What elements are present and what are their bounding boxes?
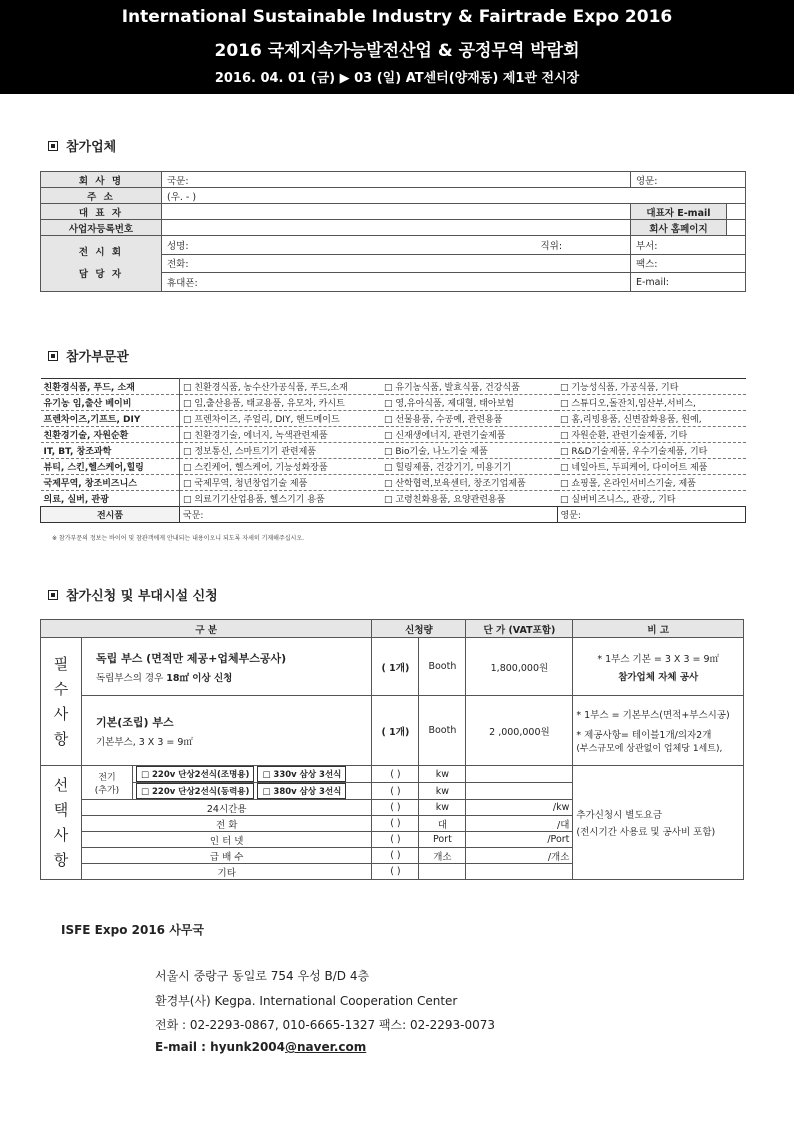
- elec2-price: [466, 783, 573, 800]
- booth1-qty[interactable]: ( 1개): [372, 638, 419, 696]
- internet-qty[interactable]: ( ): [372, 832, 419, 848]
- elec1-price: [466, 766, 573, 783]
- ceo-label: 대 표 자: [41, 204, 162, 220]
- category-option[interactable]: □ 영,유아식품, 제대혈, 태아보험: [381, 395, 557, 411]
- exhibit-label: 전시품: [41, 507, 180, 523]
- category-option[interactable]: □ 신재생에너지, 관련기술제품: [381, 427, 557, 443]
- category-name: 유기농 임,출산 베이비: [41, 395, 180, 411]
- required-label: 필 수 사 항: [41, 638, 82, 766]
- contact-fax-field[interactable]: 팩스:: [630, 254, 745, 273]
- business-number-field[interactable]: [162, 220, 631, 236]
- category-row: [41, 443, 746, 459]
- water-unit: 개소: [419, 848, 466, 864]
- category-name: 친환경기술, 자원순환: [41, 427, 180, 443]
- business-number-label: 사업자등록번호: [41, 220, 162, 236]
- category-name: 의료, 실버, 관광: [41, 491, 180, 507]
- category-name: 뷰티, 스킨,헬스케어,힐링: [41, 459, 180, 475]
- optional-label: 선 택 사 항: [41, 766, 82, 880]
- category-row: [41, 395, 746, 411]
- category-option[interactable]: □ 산학협력,보육센터, 창조기업제품: [381, 475, 557, 491]
- address-label: 주 소: [41, 188, 162, 204]
- contact-person-label: 전 시 회 담 당 자: [41, 236, 162, 292]
- ceo-email-label: 대표자 E-mail: [630, 204, 726, 220]
- electricity-options-2[interactable]: □ 220v 단상2선식(동력용) □ 380v 삼상 3선식: [133, 783, 372, 800]
- header-banner: [0, 0, 794, 94]
- elec2-unit: kw: [419, 783, 466, 800]
- company-name-en-field[interactable]: 영문:: [630, 172, 745, 188]
- header-category: 구 분: [41, 620, 372, 638]
- office-title: ISFE Expo 2016 사무국: [61, 923, 204, 937]
- contact-mobile-field[interactable]: 휴대폰:: [162, 273, 631, 292]
- category-row: [41, 379, 746, 395]
- booth1-unit: Booth: [419, 638, 466, 696]
- phone-row: 전 화: [82, 816, 372, 832]
- electricity-label: 전기 (추가): [82, 766, 133, 800]
- category-name: IT, BT, 창조과학: [41, 443, 180, 459]
- water-price: /개소: [466, 848, 573, 864]
- category-option[interactable]: □ 실버비즈니스,, 관광,, 기타: [557, 491, 746, 507]
- booth2-price: 2 ,000,000원: [466, 696, 573, 766]
- category-option[interactable]: □ 정보통신, 스마트기기 관련제품: [180, 443, 382, 459]
- header-quantity: 신청량: [372, 620, 466, 638]
- booth2-unit: Booth: [419, 696, 466, 766]
- category-name: 국제무역, 창조비즈니스: [41, 475, 180, 491]
- category-option[interactable]: □ Bio기술, 나노기술 제품: [381, 443, 557, 459]
- ceo-field[interactable]: [162, 204, 631, 220]
- category-option[interactable]: □ 고령친화용품, 요양관련용품: [381, 491, 557, 507]
- booth2-note: * 1부스 = 기본부스(면적+부스시공) * 제공사항= 테이블1개/의자2개 (부스규모에 상관없이 업체당 1세트),: [573, 696, 744, 766]
- category-row: [41, 427, 746, 443]
- contact-email-field[interactable]: E-mail:: [630, 273, 745, 292]
- homepage-field[interactable]: [726, 220, 745, 236]
- elec24-qty[interactable]: ( ): [372, 800, 419, 816]
- category-option[interactable]: □ 의료기기산업용품, 헬스기기 용품: [180, 491, 382, 507]
- title-korean: 2016 국제지속가능발전산업 & 공정무역 박람회: [214, 41, 580, 61]
- water-qty[interactable]: ( ): [372, 848, 419, 864]
- category-table: [40, 378, 746, 523]
- category-option[interactable]: □ 자원순환, 관련기술제품, 기타: [557, 427, 746, 443]
- internet-unit: Port: [419, 832, 466, 848]
- category-row: [41, 475, 746, 491]
- title-english: International Sustainable Industry & Fairtrade Expo 2016: [121, 7, 673, 27]
- contact-dept-position[interactable]: 부서: 직위:: [630, 236, 745, 255]
- category-row: [41, 411, 746, 427]
- category-option[interactable]: □ 쇼핑몰, 온라인서비스기술, 제품: [557, 475, 746, 491]
- category-option[interactable]: □ 친환경기술, 에너지, 녹색관련제품: [180, 427, 382, 443]
- header-price: 단 가 (VAT포함): [466, 620, 573, 638]
- address-field[interactable]: (우. - ): [162, 188, 746, 204]
- elec24-unit: kw: [419, 800, 466, 816]
- category-option[interactable]: □ 홈,리빙용품, 신변잡화용품, 원예,: [557, 411, 746, 427]
- category-row: [41, 459, 746, 475]
- exhibit-en-field[interactable]: 영문:: [557, 507, 746, 523]
- etc-row: 기타: [82, 864, 372, 880]
- ceo-email-field[interactable]: [726, 204, 745, 220]
- internet-price: /Port: [466, 832, 573, 848]
- square-bullet-icon: [48, 351, 58, 361]
- category-option[interactable]: □ 스튜디오,돌잔치,임산부,서비스,: [557, 395, 746, 411]
- category-option[interactable]: □ 스킨케어, 헬스케어, 기능성화장품: [180, 459, 382, 475]
- etc-unit: [419, 864, 466, 880]
- event-date-venue: 2016. 04. 01 (금) ▶ 03 (일) AT센터(양재동) 제1관 전시장: [214, 71, 580, 86]
- office-address: 서울시 중랑구 동일로 754 우성 B/D 4층: [155, 969, 370, 983]
- category-option[interactable]: □ R&D기술제품, 우수기술제품, 기타: [557, 443, 746, 459]
- category-name: 프렌차이즈,기프트, DIY: [41, 411, 180, 427]
- category-option[interactable]: □ 임,출산용품, 태교용품, 유모차, 카시트: [180, 395, 382, 411]
- contact-name-field[interactable]: 성명:: [162, 236, 631, 255]
- office-phone: 전화 : 02-2293-0867, 010-6665-1327 팩스: 02-2293-0073: [155, 1018, 495, 1032]
- booth1-price: 1,800,000원: [466, 638, 573, 696]
- booth2-qty[interactable]: ( 1개): [372, 696, 419, 766]
- section-title-category: 참가부문관: [48, 346, 129, 365]
- exhibit-ko-field[interactable]: 국문:: [180, 507, 558, 523]
- category-option[interactable]: □ 유기농식품, 발효식품, 건강식품: [381, 379, 557, 395]
- category-option[interactable]: □ 친환경식품, 농수산가공식품, 푸드,소재: [180, 379, 382, 395]
- participant-table: [40, 171, 746, 292]
- elec2-qty[interactable]: ( ): [372, 783, 419, 800]
- category-option[interactable]: □ 프렌차이즈, 주얼리, DIY, 핸드메이드: [180, 411, 382, 427]
- elec24-price: /kw: [466, 800, 573, 816]
- office-organization: 환경부(사) Kegpa. International Cooperation Center: [155, 994, 458, 1008]
- contact-phone-field[interactable]: 전화:: [162, 254, 631, 273]
- etc-qty[interactable]: ( ): [372, 864, 419, 880]
- category-option[interactable]: □ 네일아트, 두피케어, 다이어트 제품: [557, 459, 746, 475]
- category-note: ※ 참가부문의 정보는 바이어 및 참관객에게 안내되는 내용이오니 되도록 자세히 기재해주십시오.: [52, 535, 305, 542]
- booth1-note: * 1부스 기본 = 3 X 3 = 9㎡ 참가업체 자체 공사: [573, 638, 744, 696]
- square-bullet-icon: [48, 141, 58, 151]
- phone-price: /대: [466, 816, 573, 832]
- internet-row: 인 터 넷: [82, 832, 372, 848]
- section-title-application: 참가신청 및 부대시설 신청: [48, 585, 218, 604]
- category-option[interactable]: □ 힐링제품, 건강기기, 미용기기: [381, 459, 557, 475]
- square-bullet-icon: [48, 590, 58, 600]
- phone-unit: 대: [419, 816, 466, 832]
- category-name: 친환경식품, 푸드, 소재: [41, 379, 180, 395]
- section-title-participant: 참가업체: [48, 136, 116, 155]
- category-option[interactable]: □ 국제무역, 청년창업기술 제품: [180, 475, 382, 491]
- company-name-ko-field[interactable]: 국문:: [162, 172, 631, 188]
- category-option[interactable]: □ 선물용품, 수공예, 관련용품: [381, 411, 557, 427]
- phone-qty[interactable]: ( ): [372, 816, 419, 832]
- basic-booth: 기본(조립) 부스 기본부스, 3 X 3 = 9㎡: [82, 696, 372, 766]
- electricity-24h: 24시간용: [82, 800, 372, 816]
- email-link[interactable]: @naver.com: [285, 1040, 367, 1054]
- office-email: E-mail : hyunk2004@naver.com: [155, 1040, 367, 1054]
- optional-note: 추가신청시 별도요금 (전시기간 사용료 및 공사비 포함): [573, 766, 744, 880]
- category-option[interactable]: □ 기능성식품, 가공식품, 기타: [557, 379, 746, 395]
- category-row: [41, 491, 746, 507]
- application-table: [40, 619, 744, 880]
- water-row: 급 배 수: [82, 848, 372, 864]
- company-name-label: 회 사 명: [41, 172, 162, 188]
- header-remarks: 비 고: [573, 620, 744, 638]
- homepage-label: 회사 홈페이지: [630, 220, 726, 236]
- independent-booth: 독립 부스 (면적만 제공+업체부스공사) 독립부스의 경우 18㎡ 이상 신청: [82, 638, 372, 696]
- elec1-qty[interactable]: ( ): [372, 766, 419, 783]
- electricity-options-1[interactable]: □ 220v 단상2선식(조명용) □ 330v 삼상 3선식: [133, 766, 372, 783]
- elec1-unit: kw: [419, 766, 466, 783]
- etc-price: [466, 864, 573, 880]
